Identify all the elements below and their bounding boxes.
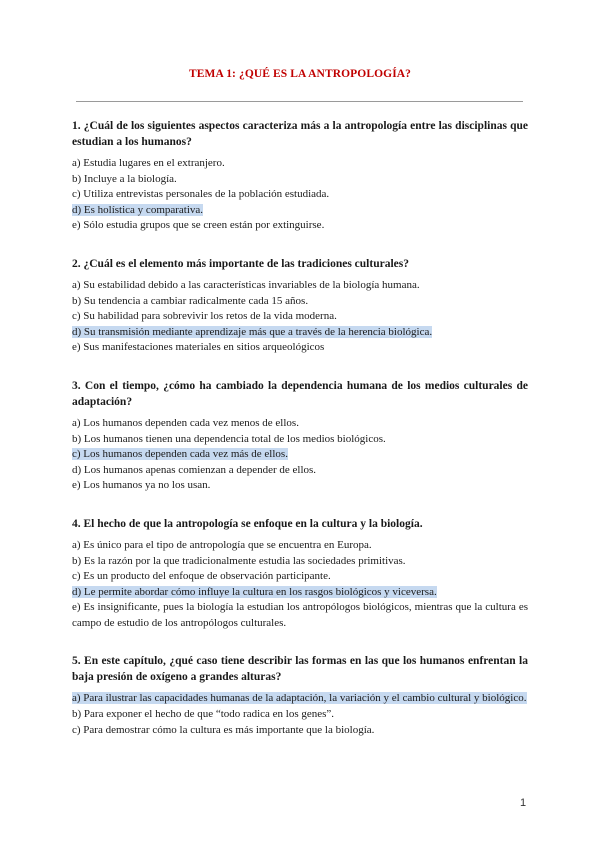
answer-option — [72, 554, 528, 570]
answer-option — [72, 278, 528, 294]
answer-option — [72, 600, 528, 631]
question-block — [72, 516, 528, 632]
option-text: a) Para ilustrar las capacidades humanas de la adaptación, la variación y el cambio cultural y biológico. — [72, 692, 527, 705]
question-block — [72, 653, 528, 738]
option-text: a) Los humanos dependen cada vez menos de ellos. — [72, 416, 299, 429]
question-list — [72, 118, 528, 760]
option-text: e) Sus manifestaciones materiales en sitios arqueológicos — [72, 341, 325, 354]
option-text: d) Es holística y comparativa. — [72, 203, 204, 216]
answer-option — [72, 723, 528, 739]
question-text: 5. En este capítulo, ¿qué caso tiene describir las formas en las que los humanos enfrentan la baja presión de oxígeno a grandes alturas? — [72, 655, 528, 684]
option-text: e) Es insignificante, pues la biología la estudian los antropólogos biológicos, mientras que la cultura es campo de estudio de los antropólogos culturales. — [72, 601, 528, 629]
option-text: a) Su estabilidad debido a las características invariables de la biología humana. — [72, 278, 420, 291]
answer-option-highlighted — [72, 585, 528, 601]
answer-option — [72, 294, 528, 310]
question-text: 1. ¿Cuál de los siguientes aspectos caracteriza más a la antropología entre las disciplinas que estudian a los humanos? — [72, 120, 528, 148]
question-block — [72, 118, 528, 234]
answer-option — [72, 309, 528, 325]
answer-option — [72, 416, 528, 432]
question-text: 3. Con el tiempo, ¿cómo ha cambiado la dependencia humana de los medios culturales de adaptación? — [72, 379, 528, 408]
answer-option — [72, 156, 528, 172]
question-text: 2. ¿Cuál es el elemento más importante de las tradiciones culturales? — [72, 257, 409, 270]
answer-option — [72, 172, 528, 188]
option-text: b) Los humanos tienen una dependencia total de los medios biológicos. — [72, 432, 386, 445]
option-text: b) Para exponer el hecho de que “todo radica en los genes”. — [72, 708, 335, 721]
option-text: d) Su transmisión mediante aprendizaje más que a través de la herencia biológica. — [72, 325, 433, 338]
option-text: a) Estudia lugares en el extranjero. — [72, 157, 225, 169]
answer-option — [72, 432, 528, 448]
option-text: e) Sólo estudia grupos que se creen están por extinguirse. — [72, 219, 325, 232]
option-text: b) Su tendencia a cambiar radicalmente cada 15 años. — [72, 294, 309, 307]
option-text: d) Le permite abordar cómo influye la cultura en los rasgos biológicos y viceversa. — [72, 585, 437, 598]
answer-option — [72, 707, 528, 723]
answer-option-highlighted — [72, 325, 528, 341]
option-text: c) Los humanos dependen cada vez más de ellos. — [72, 448, 288, 461]
answer-option-highlighted — [72, 203, 528, 219]
question-block — [72, 378, 528, 494]
option-text: e) Los humanos ya no los usan. — [72, 479, 211, 492]
option-text: c) Su habilidad para sobrevivir los retos de la vida moderna. — [72, 310, 337, 323]
title-divider — [76, 101, 523, 102]
answer-option-highlighted — [72, 691, 528, 707]
question-text: 4. El hecho de que la antropología se enfoque en la cultura y la biología. — [72, 517, 423, 530]
answer-option — [72, 569, 528, 585]
answer-option — [72, 538, 528, 554]
page-title: TEMA 1: ¿QUÉ ES LA ANTROPOLOGÍA? — [188, 68, 412, 80]
option-text: c) Utiliza entrevistas personales de la población estudiada. — [72, 188, 330, 201]
option-text: b) Incluye a la biología. — [72, 172, 177, 185]
answer-option — [72, 463, 528, 479]
answer-option — [72, 340, 528, 356]
page-number: 1 — [520, 797, 527, 809]
option-text: a) Es único para el tipo de antropología que se encuentra en Europa. — [72, 538, 372, 551]
option-text: c) Para demostrar cómo la cultura es más importante que la biología. — [72, 723, 375, 736]
question-block — [72, 256, 528, 356]
option-text: c) Es un producto del enfoque de observación participante. — [72, 570, 331, 583]
option-text: d) Los humanos apenas comienzan a depender de ellos. — [72, 463, 317, 476]
answer-option — [72, 187, 528, 203]
answer-option — [72, 218, 528, 234]
option-text: b) Es la razón por la que tradicionalmente estudia las sociedades primitivas. — [72, 554, 406, 567]
answer-option-highlighted — [72, 447, 528, 463]
answer-option — [72, 478, 528, 494]
